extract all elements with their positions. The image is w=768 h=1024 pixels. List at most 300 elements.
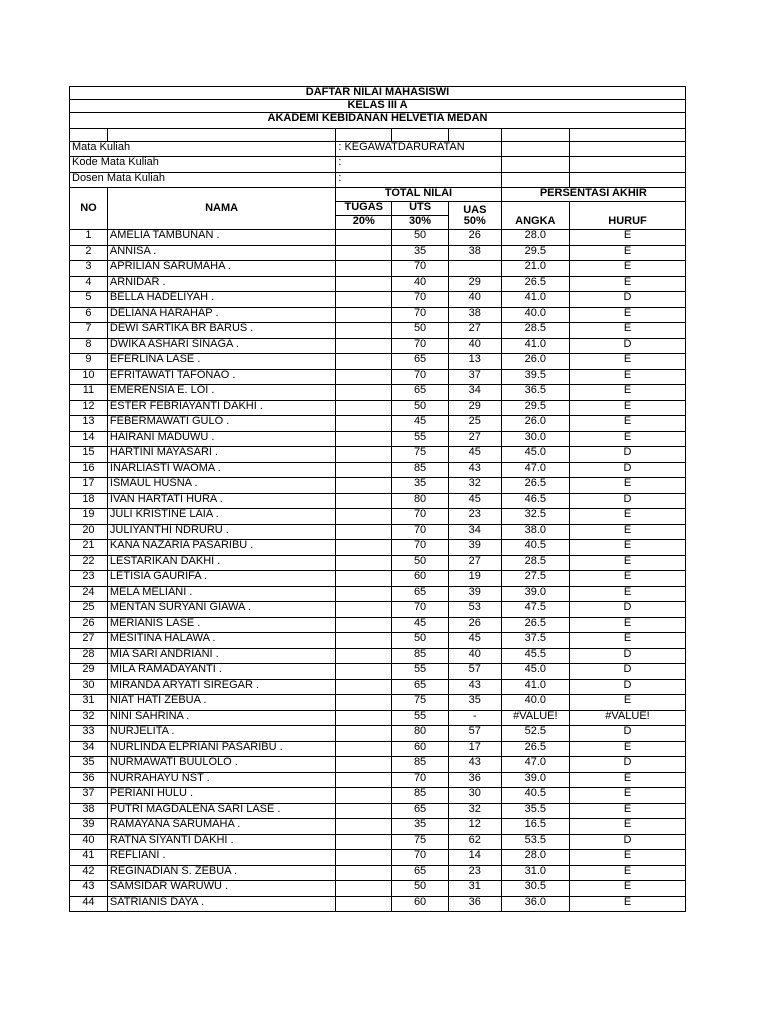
- table-row: [70, 555, 686, 571]
- table-row: [70, 431, 686, 447]
- row-uts: 50: [392, 400, 449, 416]
- row-angka: 39.5: [501, 369, 569, 385]
- header-no: NO: [70, 188, 108, 230]
- row-nama: RAMAYANA SARUMAHA .: [107, 819, 335, 835]
- row-huruf: E: [570, 695, 686, 711]
- row-huruf: E: [570, 865, 686, 881]
- row-angka: 46.5: [501, 493, 569, 509]
- row-nama: HARTINI MAYASARI .: [107, 447, 335, 463]
- row-tugas: [336, 695, 392, 711]
- row-nama: MENTAN SURYANI GIAWA .: [107, 602, 335, 618]
- row-no: 21: [70, 540, 108, 556]
- row-tugas: [336, 276, 392, 292]
- row-tugas: [336, 617, 392, 633]
- row-nama: ANNISA .: [107, 245, 335, 261]
- table-row: [70, 617, 686, 633]
- row-tugas: [336, 230, 392, 246]
- blank-cell: [570, 141, 686, 157]
- row-tugas: [336, 369, 392, 385]
- row-uas: 32: [448, 803, 501, 819]
- row-uas: 35: [448, 695, 501, 711]
- row-uts: 70: [392, 602, 449, 618]
- row-tugas: [336, 772, 392, 788]
- row-nama: SATRIANIS DAYA .: [107, 896, 335, 912]
- header-persentasi-akhir: PERSENTASI AKHIR: [501, 188, 685, 202]
- blank-cell: [107, 128, 335, 141]
- row-angka: 40.5: [501, 788, 569, 804]
- row-no: 10: [70, 369, 108, 385]
- blank-cell: [501, 157, 569, 173]
- row-huruf: E: [570, 276, 686, 292]
- row-huruf: E: [570, 400, 686, 416]
- table-row: [70, 524, 686, 540]
- row-angka: 53.5: [501, 834, 569, 850]
- table-row: [70, 540, 686, 556]
- table-row: [70, 695, 686, 711]
- row-huruf: E: [570, 741, 686, 757]
- row-uts: 80: [392, 726, 449, 742]
- row-angka: 28.5: [501, 323, 569, 339]
- row-angka: 26.5: [501, 617, 569, 633]
- row-no: 37: [70, 788, 108, 804]
- row-tugas: [336, 354, 392, 370]
- row-no: 9: [70, 354, 108, 370]
- row-uts: 70: [392, 338, 449, 354]
- row-huruf: E: [570, 509, 686, 525]
- kode-mata-kuliah-label: Kode Mata Kuliah: [70, 157, 336, 173]
- row-angka: 28.0: [501, 230, 569, 246]
- row-huruf: D: [570, 757, 686, 773]
- row-no: 26: [70, 617, 108, 633]
- row-no: 22: [70, 555, 108, 571]
- kode-mata-kuliah-value: :: [336, 157, 501, 173]
- row-uts: 60: [392, 741, 449, 757]
- row-angka: 29.5: [501, 400, 569, 416]
- row-huruf: E: [570, 261, 686, 277]
- row-uas: 29: [448, 276, 501, 292]
- row-uts: 35: [392, 245, 449, 261]
- dosen-mata-kuliah-label: Dosen Mata Kuliah: [70, 172, 336, 188]
- table-row: [70, 664, 686, 680]
- table-row: [70, 338, 686, 354]
- row-uas: 27: [448, 431, 501, 447]
- row-uas: 39: [448, 586, 501, 602]
- row-uts: 65: [392, 679, 449, 695]
- row-huruf: D: [570, 338, 686, 354]
- row-tugas: [336, 726, 392, 742]
- row-uts: 60: [392, 571, 449, 587]
- row-no: 34: [70, 741, 108, 757]
- row-uas: 17: [448, 741, 501, 757]
- row-huruf: E: [570, 803, 686, 819]
- row-uas: 45: [448, 493, 501, 509]
- row-tugas: [336, 245, 392, 261]
- header-nama: NAMA: [107, 188, 335, 230]
- row-no: 27: [70, 633, 108, 649]
- row-tugas: [336, 664, 392, 680]
- header-uas: UAS: [448, 202, 501, 216]
- row-huruf: E: [570, 416, 686, 432]
- row-uas: 12: [448, 819, 501, 835]
- row-tugas: [336, 307, 392, 323]
- row-nama: REFLIANI .: [107, 850, 335, 866]
- row-nama: NINI SAHRINA .: [107, 710, 335, 726]
- mata-kuliah-value: : KEGAWATDARURATAN: [336, 141, 501, 157]
- row-angka: 36.0: [501, 896, 569, 912]
- row-angka: 26.5: [501, 276, 569, 292]
- row-tugas: [336, 710, 392, 726]
- row-huruf: E: [570, 633, 686, 649]
- row-tugas: [336, 881, 392, 897]
- row-uts: 75: [392, 695, 449, 711]
- row-angka: 40.0: [501, 695, 569, 711]
- row-nama: LETISIA GAURIFA .: [107, 571, 335, 587]
- row-uts: 65: [392, 385, 449, 401]
- table-row: [70, 261, 686, 277]
- table-row: [70, 726, 686, 742]
- row-angka: 26.5: [501, 741, 569, 757]
- row-angka: 30.5: [501, 881, 569, 897]
- row-tugas: [336, 509, 392, 525]
- row-uts: 75: [392, 447, 449, 463]
- row-nama: DELIANA HARAHAP .: [107, 307, 335, 323]
- row-nama: REGINADIAN S. ZEBUA .: [107, 865, 335, 881]
- row-uts: 85: [392, 648, 449, 664]
- table-row: [70, 509, 686, 525]
- row-tugas: [336, 400, 392, 416]
- row-angka: #VALUE!: [501, 710, 569, 726]
- row-uts: 70: [392, 850, 449, 866]
- row-uts: 50: [392, 230, 449, 246]
- row-uas: 53: [448, 602, 501, 618]
- table-row: [70, 571, 686, 587]
- row-tugas: [336, 524, 392, 540]
- row-uts: 65: [392, 865, 449, 881]
- row-uas: 40: [448, 292, 501, 308]
- header-uts-percent: 30%: [392, 216, 449, 230]
- row-no: 13: [70, 416, 108, 432]
- header-uas-percent: 50%: [448, 216, 501, 230]
- row-no: 35: [70, 757, 108, 773]
- row-huruf: E: [570, 881, 686, 897]
- row-huruf: E: [570, 819, 686, 835]
- row-uts: 50: [392, 881, 449, 897]
- row-no: 7: [70, 323, 108, 339]
- table-row: [70, 369, 686, 385]
- row-nama: MIRANDA ARYATI SIREGAR .: [107, 679, 335, 695]
- row-uas: 29: [448, 400, 501, 416]
- table-row: [70, 772, 686, 788]
- row-tugas: [336, 757, 392, 773]
- row-no: 29: [70, 664, 108, 680]
- table-row: [70, 478, 686, 494]
- row-uas: 26: [448, 230, 501, 246]
- row-nama: NURJELITA .: [107, 726, 335, 742]
- row-tugas: [336, 540, 392, 556]
- row-angka: 45.0: [501, 447, 569, 463]
- row-uts: 85: [392, 757, 449, 773]
- row-no: 3: [70, 261, 108, 277]
- table-row: [70, 230, 686, 246]
- row-uts: 70: [392, 509, 449, 525]
- row-uts: 70: [392, 524, 449, 540]
- row-tugas: [336, 292, 392, 308]
- row-angka: 47.0: [501, 757, 569, 773]
- table-row: [70, 245, 686, 261]
- row-nama: MESITINA HALAWA .: [107, 633, 335, 649]
- row-angka: 47.5: [501, 602, 569, 618]
- blank-cell: [570, 172, 686, 188]
- header-total-nilai: TOTAL NILAI: [336, 188, 501, 202]
- row-no: 17: [70, 478, 108, 494]
- blank-cell: [501, 202, 569, 216]
- row-angka: 27.5: [501, 571, 569, 587]
- row-nama: MELA MELIANI .: [107, 586, 335, 602]
- row-nama: IVAN HARTATI HURA .: [107, 493, 335, 509]
- row-uas: 30: [448, 788, 501, 804]
- row-huruf: D: [570, 493, 686, 509]
- row-tugas: [336, 834, 392, 850]
- row-angka: 47.0: [501, 462, 569, 478]
- row-huruf: E: [570, 586, 686, 602]
- row-uts: 85: [392, 462, 449, 478]
- row-no: 8: [70, 338, 108, 354]
- sheet-title-line2: KELAS III A: [70, 100, 686, 113]
- row-no: 12: [70, 400, 108, 416]
- row-no: 23: [70, 571, 108, 587]
- table-row: [70, 819, 686, 835]
- row-uts: 70: [392, 540, 449, 556]
- row-uts: 60: [392, 896, 449, 912]
- row-uas: 23: [448, 509, 501, 525]
- row-huruf: D: [570, 648, 686, 664]
- row-uas: 31: [448, 881, 501, 897]
- table-row: [70, 493, 686, 509]
- row-huruf: E: [570, 524, 686, 540]
- row-no: 33: [70, 726, 108, 742]
- row-no: 44: [70, 896, 108, 912]
- row-angka: 41.0: [501, 679, 569, 695]
- row-uts: 55: [392, 710, 449, 726]
- row-nama: ISMAUL HUSNA .: [107, 478, 335, 494]
- row-uts: 45: [392, 416, 449, 432]
- row-uas: 27: [448, 555, 501, 571]
- row-uts: 50: [392, 323, 449, 339]
- row-tugas: [336, 493, 392, 509]
- row-nama: FEBERMAWATI GULO .: [107, 416, 335, 432]
- row-tugas: [336, 819, 392, 835]
- row-angka: 41.0: [501, 292, 569, 308]
- row-uts: 70: [392, 261, 449, 277]
- row-uts: 55: [392, 431, 449, 447]
- row-huruf: E: [570, 230, 686, 246]
- row-uts: 70: [392, 369, 449, 385]
- blank-cell: [570, 157, 686, 173]
- row-uts: 50: [392, 633, 449, 649]
- table-row: [70, 834, 686, 850]
- header-tugas: TUGAS: [336, 202, 392, 216]
- row-huruf: E: [570, 431, 686, 447]
- row-uas: 62: [448, 834, 501, 850]
- row-huruf: E: [570, 896, 686, 912]
- row-tugas: [336, 788, 392, 804]
- row-angka: 38.0: [501, 524, 569, 540]
- table-row: [70, 757, 686, 773]
- row-angka: 30.0: [501, 431, 569, 447]
- row-angka: 31.0: [501, 865, 569, 881]
- table-row: [70, 788, 686, 804]
- table-row: [70, 741, 686, 757]
- table-row: [70, 447, 686, 463]
- row-angka: 26.0: [501, 354, 569, 370]
- row-angka: 39.0: [501, 586, 569, 602]
- sheet-title-line3: AKADEMI KEBIDANAN HELVETIA MEDAN: [70, 113, 686, 129]
- row-no: 4: [70, 276, 108, 292]
- row-no: 11: [70, 385, 108, 401]
- row-no: 36: [70, 772, 108, 788]
- row-tugas: [336, 431, 392, 447]
- blank-cell: [392, 128, 449, 141]
- row-tugas: [336, 803, 392, 819]
- blank-cell: [501, 172, 569, 188]
- row-huruf: E: [570, 385, 686, 401]
- row-angka: 26.5: [501, 478, 569, 494]
- row-huruf: E: [570, 369, 686, 385]
- row-huruf: D: [570, 602, 686, 618]
- row-nama: SAMSIDAR WARUWU .: [107, 881, 335, 897]
- row-huruf: E: [570, 555, 686, 571]
- row-no: 43: [70, 881, 108, 897]
- row-huruf: E: [570, 354, 686, 370]
- row-tugas: [336, 462, 392, 478]
- row-angka: 45.5: [501, 648, 569, 664]
- row-no: 1: [70, 230, 108, 246]
- row-huruf: E: [570, 478, 686, 494]
- row-huruf: E: [570, 323, 686, 339]
- row-uts: 85: [392, 788, 449, 804]
- row-uas: 57: [448, 664, 501, 680]
- row-uas: 38: [448, 307, 501, 323]
- row-tugas: [336, 338, 392, 354]
- table-row: [70, 896, 686, 912]
- row-no: 2: [70, 245, 108, 261]
- row-uts: 35: [392, 478, 449, 494]
- row-huruf: D: [570, 679, 686, 695]
- sheet-title-line1: DAFTAR NILAI MAHASISWI: [70, 87, 686, 100]
- blank-cell: [336, 128, 392, 141]
- row-angka: 21.0: [501, 261, 569, 277]
- row-nama: NURMAWATI BUULOLO .: [107, 757, 335, 773]
- row-angka: 37.5: [501, 633, 569, 649]
- row-no: 19: [70, 509, 108, 525]
- row-tugas: [336, 261, 392, 277]
- table-row: [70, 462, 686, 478]
- row-no: 32: [70, 710, 108, 726]
- row-nama: NURRAHAYU NST .: [107, 772, 335, 788]
- row-angka: 26.0: [501, 416, 569, 432]
- row-angka: 28.0: [501, 850, 569, 866]
- table-row: [70, 602, 686, 618]
- row-no: 5: [70, 292, 108, 308]
- table-row: [70, 633, 686, 649]
- row-no: 16: [70, 462, 108, 478]
- row-uts: 65: [392, 586, 449, 602]
- row-uts: 65: [392, 354, 449, 370]
- table-row: [70, 648, 686, 664]
- row-huruf: D: [570, 664, 686, 680]
- row-tugas: [336, 416, 392, 432]
- row-huruf: D: [570, 462, 686, 478]
- row-no: 28: [70, 648, 108, 664]
- row-uts: 55: [392, 664, 449, 680]
- row-nama: EFERLINA LASE .: [107, 354, 335, 370]
- row-angka: 36.5: [501, 385, 569, 401]
- row-huruf: E: [570, 617, 686, 633]
- row-angka: 29.5: [501, 245, 569, 261]
- row-huruf: E: [570, 571, 686, 587]
- row-angka: 41.0: [501, 338, 569, 354]
- grade-sheet-table: [69, 86, 686, 912]
- row-huruf: E: [570, 772, 686, 788]
- header-tugas-percent: 20%: [336, 216, 392, 230]
- row-uts: 75: [392, 834, 449, 850]
- row-huruf: E: [570, 245, 686, 261]
- row-tugas: [336, 447, 392, 463]
- row-nama: PERIANI HULU .: [107, 788, 335, 804]
- row-uas: 57: [448, 726, 501, 742]
- row-no: 38: [70, 803, 108, 819]
- row-uas: 45: [448, 447, 501, 463]
- row-uas: 32: [448, 478, 501, 494]
- row-nama: KANA NAZARIA PASARIBU .: [107, 540, 335, 556]
- table-row: [70, 881, 686, 897]
- blank-cell: [70, 128, 108, 141]
- row-no: 18: [70, 493, 108, 509]
- row-huruf: E: [570, 788, 686, 804]
- header-huruf: HURUF: [570, 216, 686, 230]
- row-angka: 16.5: [501, 819, 569, 835]
- blank-cell: [570, 202, 686, 216]
- row-angka: 39.0: [501, 772, 569, 788]
- row-no: 24: [70, 586, 108, 602]
- row-nama: MIA SARI ANDRIANI .: [107, 648, 335, 664]
- row-nama: EFRITAWATI TAFONAO .: [107, 369, 335, 385]
- row-nama: NIAT HATI ZEBUA .: [107, 695, 335, 711]
- table-row: [70, 865, 686, 881]
- row-uas: 43: [448, 462, 501, 478]
- row-no: 20: [70, 524, 108, 540]
- row-uts: 80: [392, 493, 449, 509]
- row-no: 15: [70, 447, 108, 463]
- row-uas: 19: [448, 571, 501, 587]
- row-uas: 40: [448, 648, 501, 664]
- row-angka: 35.5: [501, 803, 569, 819]
- row-uas: 40: [448, 338, 501, 354]
- row-tugas: [336, 865, 392, 881]
- row-nama: DEWI SARTIKA BR BARUS .: [107, 323, 335, 339]
- row-tugas: [336, 850, 392, 866]
- row-nama: DWIKA ASHARI SINAGA .: [107, 338, 335, 354]
- mata-kuliah-label: Mata Kuliah: [70, 141, 336, 157]
- table-row: [70, 400, 686, 416]
- row-nama: EMERENSIA E. LOI .: [107, 385, 335, 401]
- row-tugas: [336, 896, 392, 912]
- row-no: 41: [70, 850, 108, 866]
- header-uts: UTS: [392, 202, 449, 216]
- row-huruf: E: [570, 850, 686, 866]
- row-uts: 40: [392, 276, 449, 292]
- row-nama: JULI KRISTINE LAIA .: [107, 509, 335, 525]
